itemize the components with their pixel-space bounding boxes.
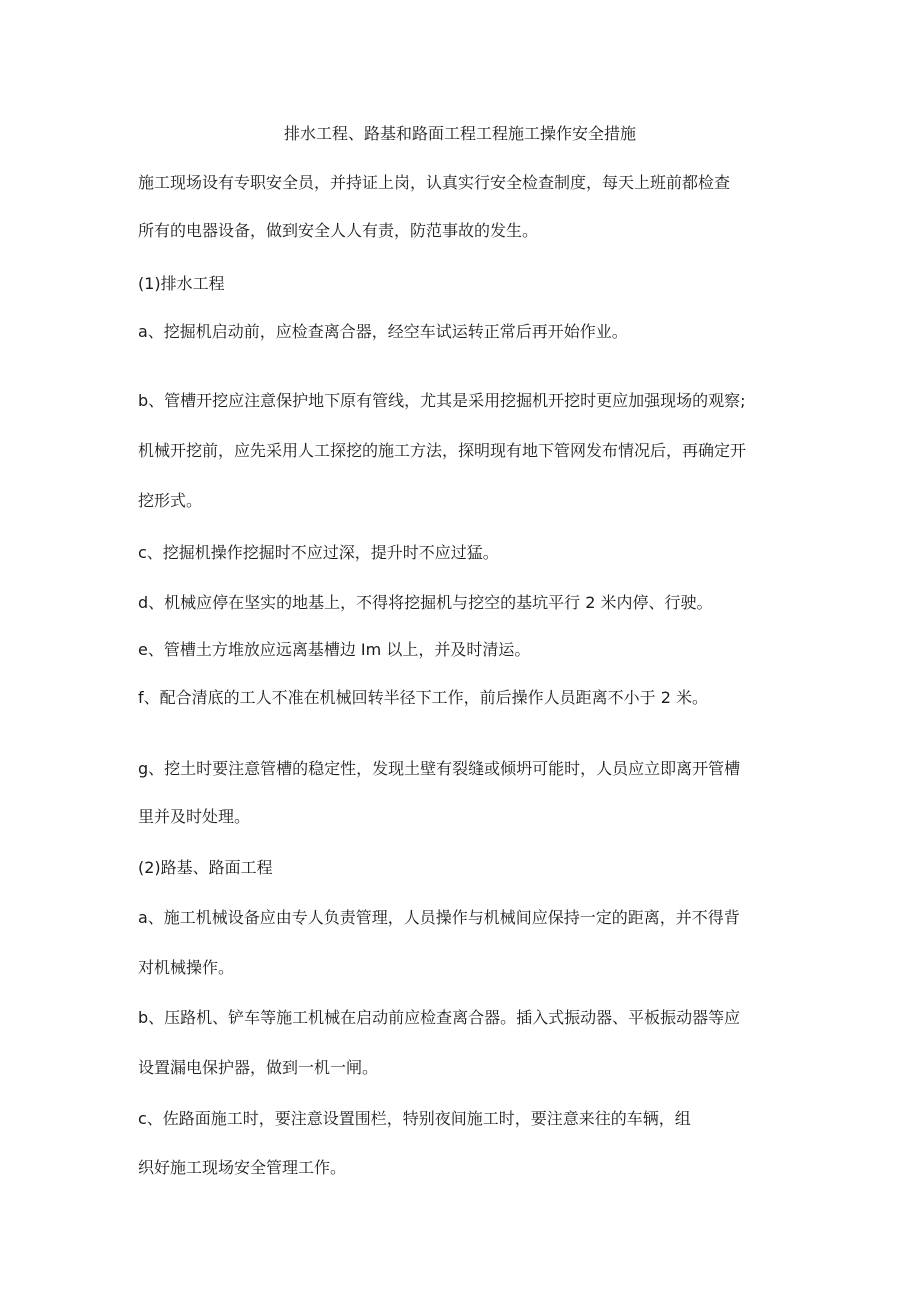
section-heading: (2)路基、路面工程 (138, 858, 273, 877)
paragraph-line: a、施工机械设备应由专人负责管理，人员操作与机械间应保持一定的距离，并不得背 (138, 908, 740, 927)
paragraph-line: c、佐路面施工时，要注意设置围栏，特别夜间施工时，要注意来往的车辆，组 (138, 1109, 691, 1128)
paragraph-line: b、压路机、铲车等施工机械在启动前应检查离合器。插入式振动器、平板振动器等应 (138, 1008, 741, 1027)
paragraph-line: a、挖掘机启动前，应检查离合器，经空车试运转正常后再开始作业。 (138, 322, 628, 341)
document-title: 排水工程、路基和路面工程工程施工操作安全措施 (283, 124, 636, 143)
paragraph-line: c、挖掘机操作挖掘时不应过深，提升时不应过猛。 (138, 543, 499, 562)
section-heading: (1)排水工程 (138, 274, 225, 293)
paragraph-line: 所有的电器设备，做到安全人人有责，防范事故的发生。 (138, 221, 539, 240)
paragraph-line: 机械开挖前，应先采用人工探挖的施工方法，探明现有地下管网发布情况后，再确定开 (138, 441, 747, 460)
paragraph-line: f、配合清底的工人不准在机械回转半径下工作，前后操作人员距离不小于 2 米。 (138, 688, 708, 707)
paragraph-line: 织好施工现场安全管理工作。 (138, 1158, 347, 1177)
paragraph-line: 对机械操作。 (138, 958, 235, 977)
paragraph-line: d、机械应停在坚实的地基上，不得将挖掘机与挖空的基坑平行 2 米内停、行驶。 (138, 593, 713, 612)
paragraph-line: 里并及时处理。 (138, 807, 251, 826)
paragraph-line: e、管槽土方堆放应远离基槽边 Im 以上，并及时清运。 (138, 640, 531, 659)
paragraph-line: 挖形式。 (138, 491, 203, 510)
paragraph-line: b、管槽开挖应注意保护地下原有管线，尤其是采用挖掘机开挖时更应加强现场的观察; (138, 391, 746, 410)
paragraph-line: 设置漏电保护器，做到一机一闸。 (138, 1058, 379, 1077)
paragraph-line: 施工现场设有专职安全员，并持证上岗，认真实行安全检查制度，每天上班前都检查 (138, 173, 731, 192)
paragraph-line: g、挖土时要注意管槽的稳定性，发现土壁有裂缝或倾坍可能时，人员应立即离开管槽 (138, 759, 741, 778)
